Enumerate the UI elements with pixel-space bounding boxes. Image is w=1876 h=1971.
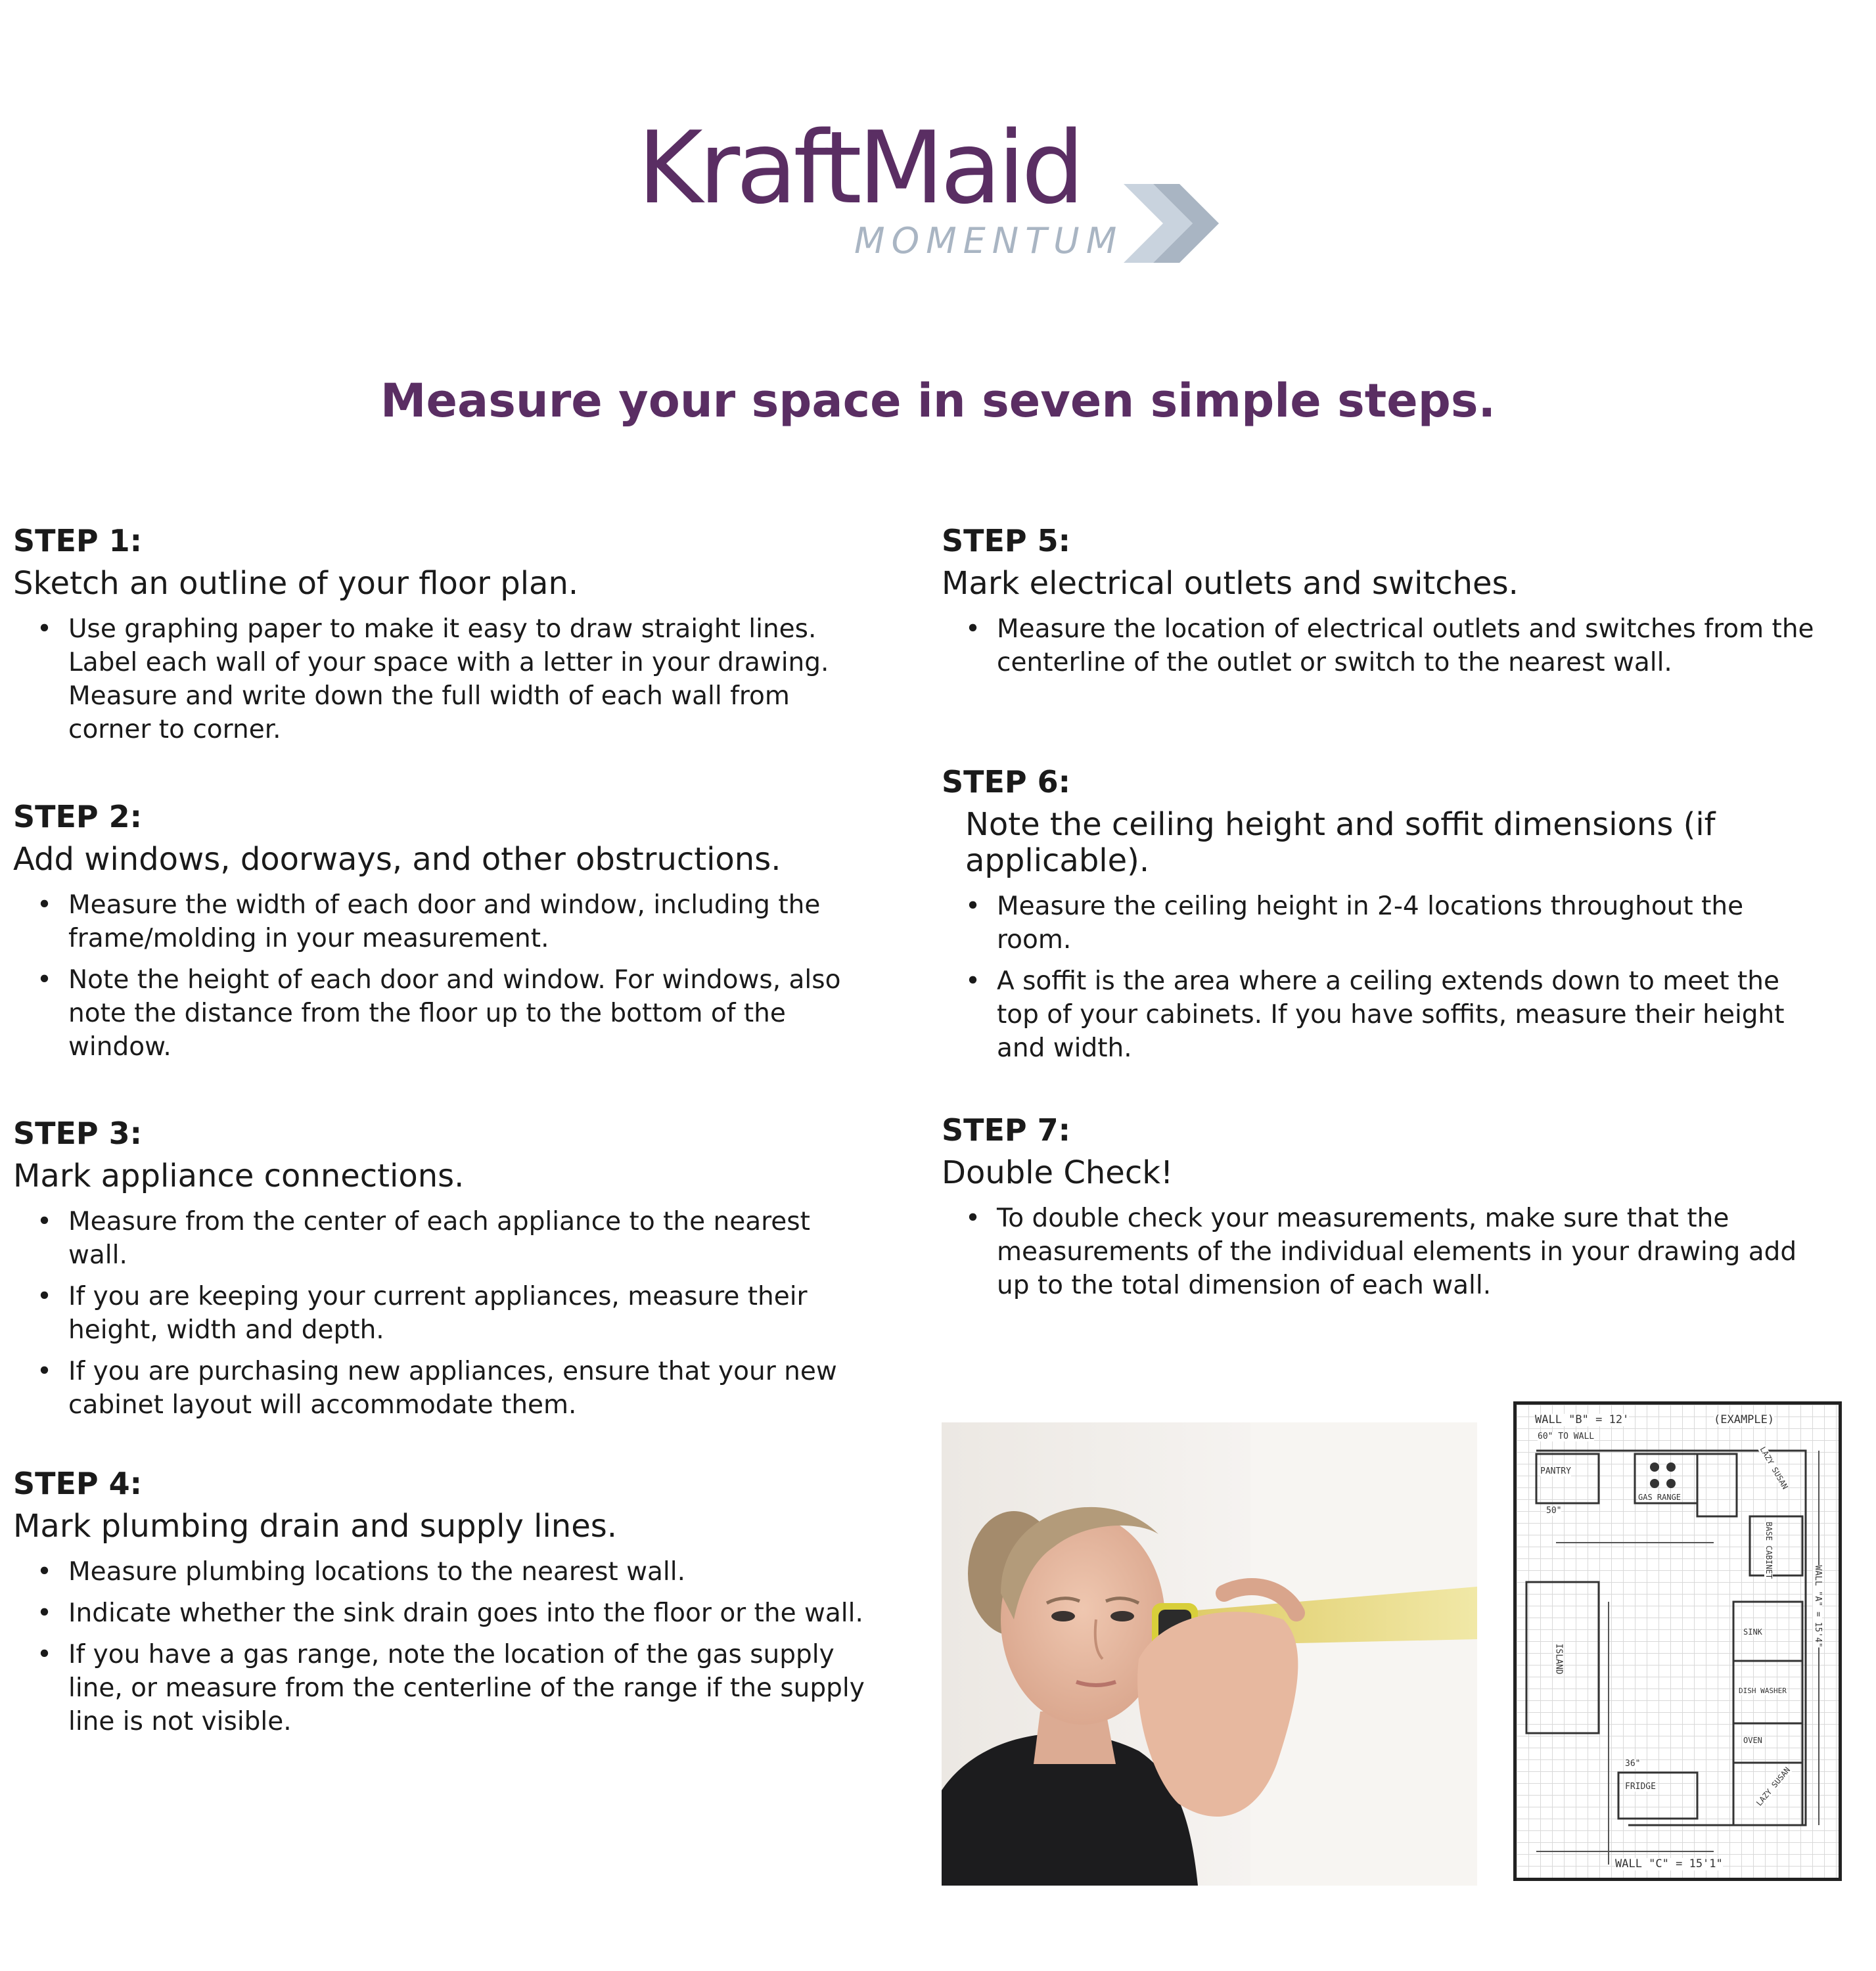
step-title: Note the ceiling height and soffit dimensions (if applicable). <box>965 805 1716 879</box>
bullet-item: • Measure the width of each door and window, including the frame/molding in your measurement. <box>37 890 821 953</box>
bullet-item: • Use graphing paper to make it easy to draw straight lines. Label each wall of your space with a letter in your drawing. Measure and write down the full width of each wall from corner to corner. <box>37 614 829 744</box>
woman-measuring-illustration <box>942 1422 1477 1886</box>
lazy-susan-bottom-label: LAZY SUSAN <box>1754 1765 1793 1808</box>
step-2 <box>13 798 867 1072</box>
bullet-item: • To double check your measurements, make sure that the measurements of the individual elements in your drawing add up to the total dimension of each wall. <box>965 1203 1797 1300</box>
bullet-item: • Indicate whether the sink drain goes into the floor or the wall. <box>37 1598 863 1628</box>
bullet-item: • Measure the ceiling height in 2-4 locations throughout the room. <box>965 891 1744 955</box>
step-title: Mark electrical outlets and switches. <box>942 564 1519 602</box>
step-number: STEP 2: <box>13 799 143 834</box>
step-bullets <box>942 890 1816 1065</box>
bullet-item: • Measure from the center of each appliance to the nearest wall. <box>37 1206 810 1270</box>
step-number: STEP 6: <box>942 764 1071 800</box>
logo-sub-text: MOMENTUM <box>854 220 1124 261</box>
step-title: Double Check! <box>942 1154 1174 1191</box>
step-title: Sketch an outline of your floor plan. <box>13 564 579 602</box>
wall-b-label: WALL "B" = 12' <box>1535 1413 1630 1426</box>
step-number: STEP 3: <box>13 1116 143 1151</box>
step-7 <box>942 1112 1816 1310</box>
page-headline: Measure your space in seven simple steps. <box>380 374 1496 428</box>
step-4 <box>13 1465 867 1746</box>
bullet-item: • If you have a gas range, note the location of the gas supply line, or measure from the centerline of the range if the supply line is not visible. <box>37 1639 865 1736</box>
step-3 <box>13 1115 867 1430</box>
step-bullets <box>13 1555 867 1738</box>
step-title: Mark appliance connections. <box>13 1157 465 1194</box>
step-bullets <box>13 888 867 1064</box>
kraftmaid-logo <box>637 110 1216 276</box>
example-label: (EXAMPLE) <box>1714 1413 1775 1426</box>
step-1 <box>13 522 867 754</box>
gas-range-label: GAS RANGE <box>1638 1493 1682 1502</box>
pantry-label: PANTRY <box>1540 1466 1571 1476</box>
step-5 <box>942 522 1816 687</box>
step-number: STEP 7: <box>942 1112 1071 1148</box>
bullet-item: • Measure the location of electrical outlets and switches from the centerline of the outlet or switch to the nearest wall. <box>965 614 1814 677</box>
bullet-item: • If you are purchasing new appliances, ensure that your new cabinet layout will accommodate them. <box>37 1356 837 1420</box>
wall-c-label: WALL "C" = 15'1" <box>1615 1857 1723 1870</box>
dishwasher-label: DISH WASHER <box>1739 1687 1787 1695</box>
woman-measuring-photo <box>942 1422 1477 1886</box>
bullet-item: • Note the height of each door and window. For windows, also note the distance from the floor up to the bottom of the window. <box>37 964 841 1062</box>
base-cabinet-label: BASE CABINET <box>1764 1522 1773 1579</box>
dim-36-label: 36" <box>1625 1759 1641 1769</box>
step-number: STEP 5: <box>942 523 1071 558</box>
bullet-item: • A soffit is the area where a ceiling extends down to meet the top of your cabinets. If you have soffits, measure their height and width. <box>965 966 1785 1063</box>
step-bullets <box>13 1205 867 1422</box>
logo-brand-text: KraftMaid <box>637 110 1081 226</box>
step-title: Mark plumbing drain and supply lines. <box>13 1507 618 1545</box>
island-label: ISLAND <box>1553 1643 1564 1675</box>
fridge-label: FRIDGE <box>1625 1782 1656 1792</box>
step-6 <box>942 763 1816 1073</box>
bullet-item: • Measure plumbing locations to the nearest wall. <box>37 1556 685 1587</box>
chevron-arrows-icon <box>1124 177 1222 269</box>
dim-50-label: 50" <box>1546 1506 1562 1516</box>
step-number: STEP 4: <box>13 1466 143 1501</box>
step-bullets <box>942 1202 1816 1302</box>
wall-b-sub-label: 60" TO WALL <box>1538 1432 1595 1441</box>
step-bullets <box>13 612 867 746</box>
sink-label: SINK <box>1743 1627 1762 1637</box>
step-title: Add windows, doorways, and other obstructions. <box>13 840 781 878</box>
oven-label: OVEN <box>1743 1736 1762 1745</box>
floor-plan-example <box>1513 1401 1842 1881</box>
step-number: STEP 1: <box>13 523 143 558</box>
lazy-susan-top-label: LAZY SUSAN <box>1758 1445 1790 1491</box>
wall-a-label: WALL "A" = 15'4" <box>1812 1565 1823 1648</box>
bullet-item: • If you are keeping your current appliances, measure their height, width and depth. <box>37 1281 808 1345</box>
step-bullets <box>942 612 1816 679</box>
